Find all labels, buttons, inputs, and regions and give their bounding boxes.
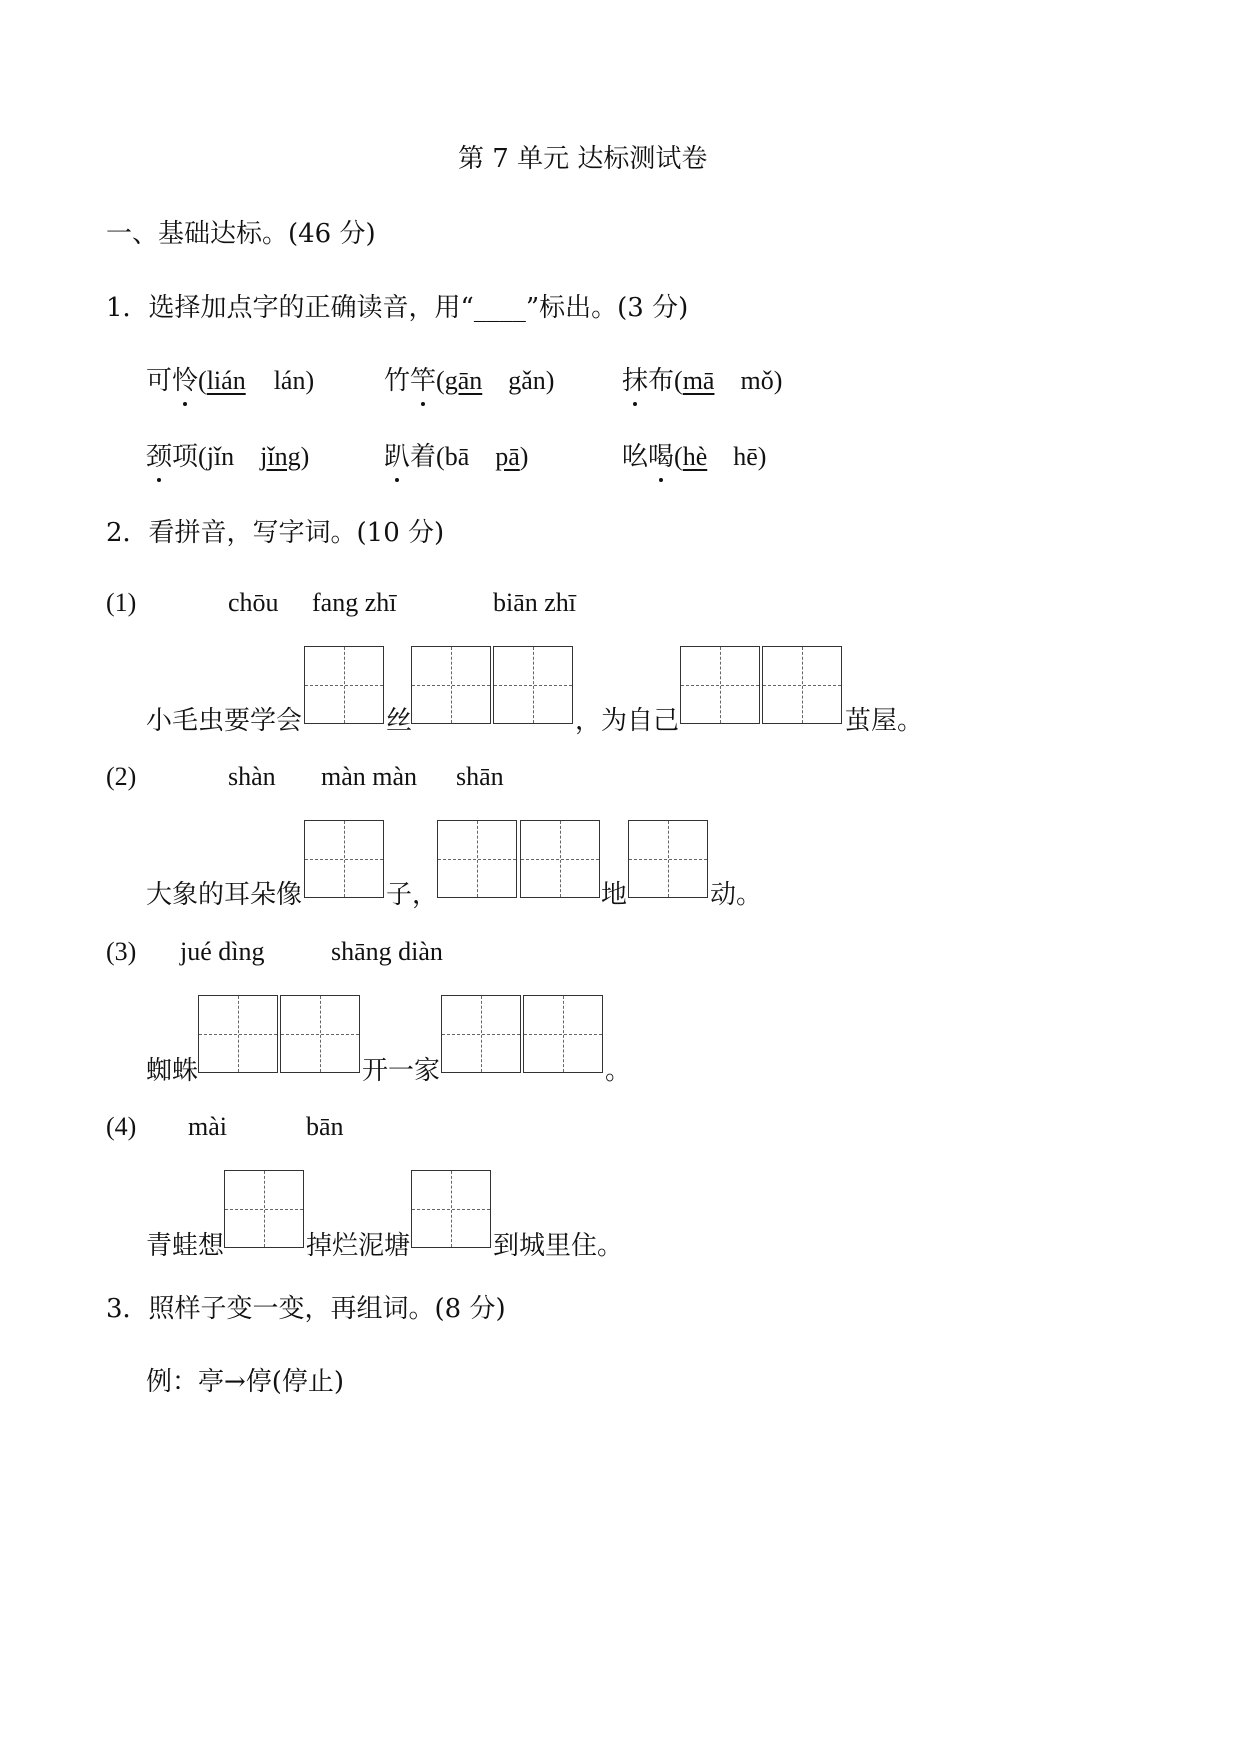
writing-grid-box[interactable]: [280, 995, 360, 1073]
writing-grid-box[interactable]: [411, 1170, 491, 1248]
pinyin-prompt: shān: [456, 762, 504, 791]
example-text: 例：亭→停(停止): [146, 1367, 345, 1397]
sentence-text: 动。: [710, 880, 763, 910]
sentence-text: 掉烂泥塘: [306, 1231, 411, 1261]
writing-grid-box[interactable]: [680, 646, 760, 724]
q1-item-6: 吆喝(hè hē): [622, 436, 766, 473]
q1-item-5: 趴着(bā pā): [384, 436, 528, 473]
pinyin-option-selected[interactable]: hè: [682, 442, 708, 471]
pinyin-prompt: shàn: [228, 762, 276, 791]
pinyin-prompt: màn màn: [321, 762, 418, 791]
writing-grid-box[interactable]: [224, 1170, 304, 1248]
sentence-text: 地: [601, 880, 628, 910]
pinyin-prompt: jué dìng: [180, 937, 265, 966]
question-3-label: 3．照样子变一变，再组词。(8 分): [106, 1294, 506, 1324]
writing-grid-box[interactable]: [520, 820, 600, 898]
pinyin-option-selected[interactable]: gān: [444, 366, 483, 395]
part-number: (1): [106, 588, 137, 617]
writing-grid-box[interactable]: [762, 646, 842, 724]
dotted-char: 抹: [622, 360, 648, 397]
pinyin-prompt: bān: [306, 1112, 344, 1141]
writing-grid-box[interactable]: [411, 646, 491, 724]
pinyin-option[interactable]: hē: [733, 442, 758, 471]
pinyin-option-selected[interactable]: lián: [206, 366, 246, 395]
sentence-text: 青蛙想: [146, 1231, 225, 1261]
writing-grid-box[interactable]: [437, 820, 517, 898]
question-2-label: 2．看拼音，写字词。(10 分): [106, 518, 445, 548]
pinyin-prompt: chōu: [228, 588, 279, 617]
dotted-char: 喝: [648, 436, 674, 473]
sentence-text: 到城里住。: [493, 1231, 624, 1261]
pinyin-option-selected[interactable]: jǐng: [260, 442, 301, 471]
pinyin-option[interactable]: mǒ: [740, 366, 774, 395]
writing-grid-box[interactable]: [523, 995, 603, 1073]
pinyin-prompt: biān zhī: [493, 588, 577, 617]
pinyin-option[interactable]: bā: [444, 442, 470, 471]
q1-item-1: 可怜(lián lán): [146, 360, 314, 397]
pinyin-prompt: mài: [188, 1112, 227, 1141]
sentence-text: 。: [605, 1056, 632, 1086]
q1-item-2: 竹竿(gān gǎn): [384, 360, 554, 397]
sentence-text: 子，: [386, 880, 439, 910]
question-1-label: 1．选择加点字的正确读音，用“____”标出。(3 分): [106, 293, 689, 323]
part-number: (4): [106, 1112, 137, 1141]
writing-grid-box[interactable]: [628, 820, 708, 898]
writing-grid-box[interactable]: [304, 646, 384, 724]
writing-grid-box[interactable]: [441, 995, 521, 1073]
dotted-char: 怜: [172, 360, 198, 397]
sentence-text: ，为自己: [575, 706, 680, 736]
pinyin-option-selected[interactable]: mā: [682, 366, 715, 395]
writing-grid-box[interactable]: [493, 646, 573, 724]
pinyin-prompt: fang zhī: [312, 588, 397, 617]
sentence-text: 大象的耳朵像: [146, 880, 303, 910]
sentence-text: 茧屋。: [845, 706, 924, 736]
part-number: (3): [106, 937, 137, 966]
sentence-text: 开一家: [362, 1056, 441, 1086]
pinyin-prompt: shāng diàn: [331, 937, 443, 966]
writing-grid-box[interactable]: [304, 820, 384, 898]
q1-item-4: 颈项(jǐn jǐng): [146, 436, 309, 473]
part-number: (2): [106, 762, 137, 791]
pinyin-option[interactable]: jǐn: [206, 442, 235, 471]
dotted-char: 竿: [410, 360, 436, 397]
sentence-text: 丝: [386, 706, 413, 736]
section-heading: 一、基础达标。(46 分): [106, 219, 376, 249]
q1-item-3: 抹布(mā mǒ): [622, 360, 782, 397]
sentence-text: 小毛虫要学会: [146, 706, 303, 736]
pinyin-option-selected[interactable]: pā: [495, 442, 520, 471]
writing-grid-box[interactable]: [198, 995, 278, 1073]
pinyin-option[interactable]: lán: [273, 366, 306, 395]
dotted-char: 趴: [384, 436, 410, 473]
pinyin-option[interactable]: gǎn: [508, 366, 546, 395]
sentence-text: 蜘蛛: [146, 1056, 199, 1086]
page-title: 第 7 单元 达标测试卷: [458, 144, 708, 174]
dotted-char: 颈: [146, 436, 172, 473]
